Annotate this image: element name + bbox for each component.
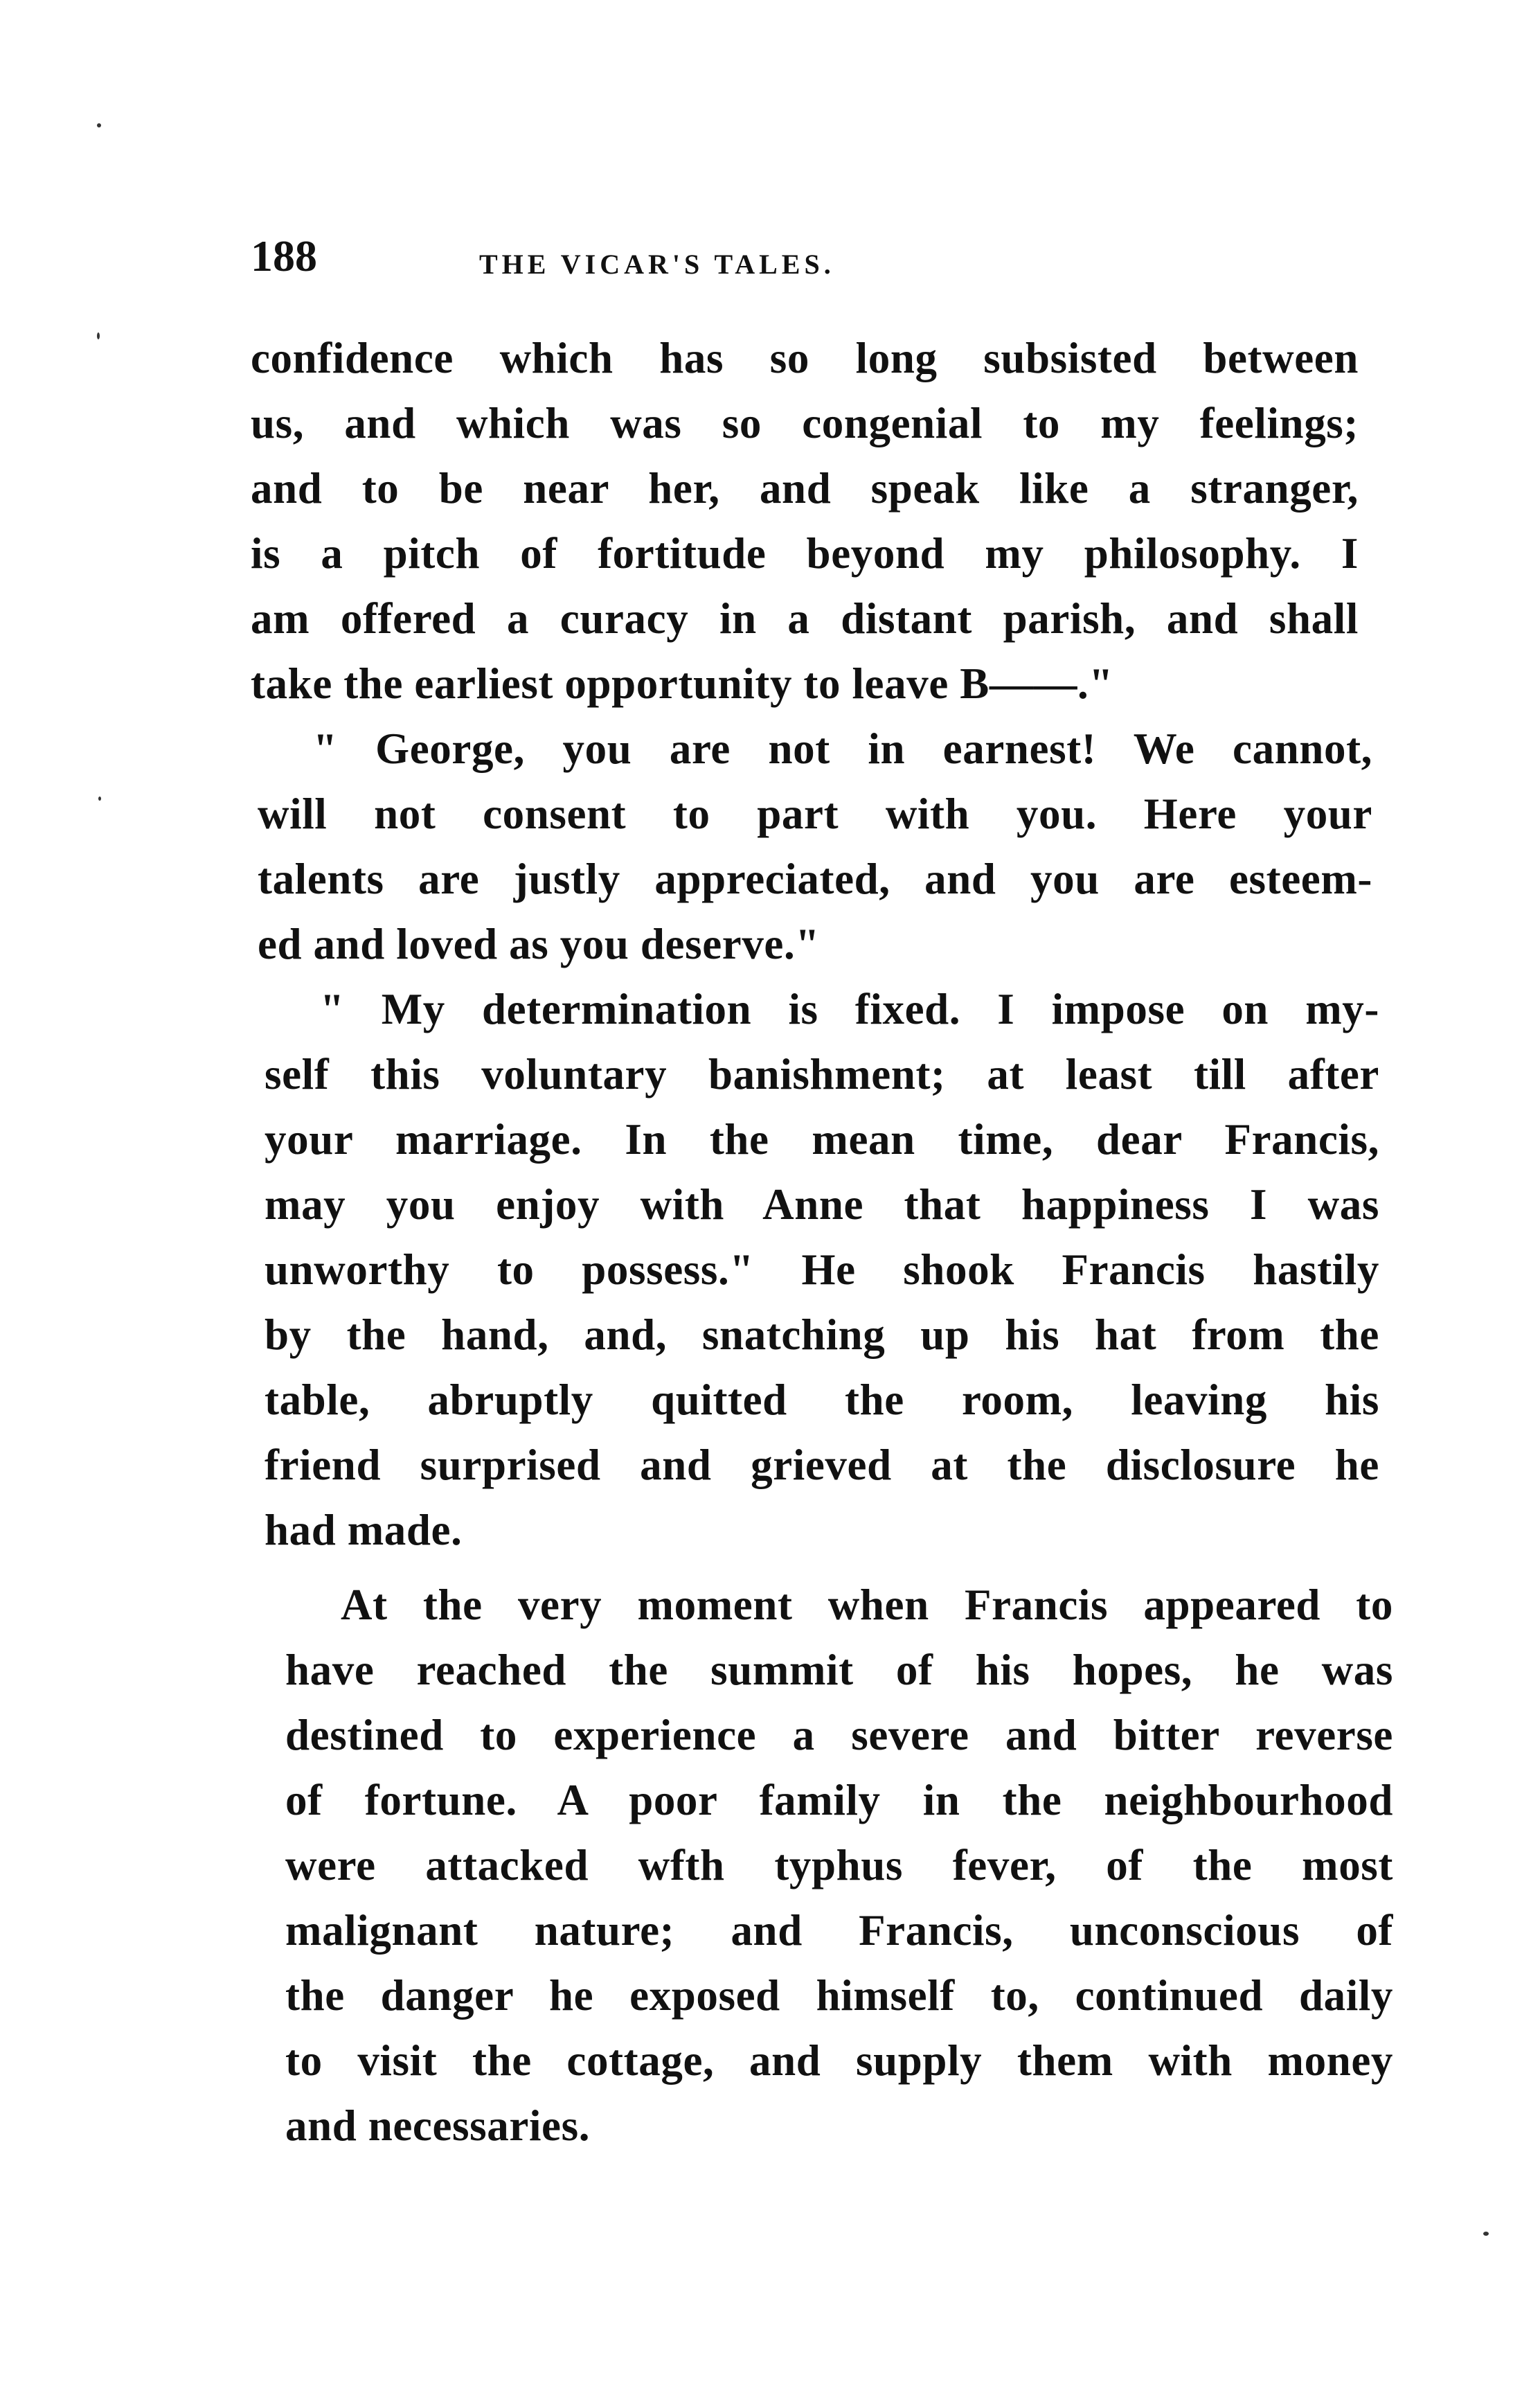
text-line: may you enjoy with Anne that happiness I was bbox=[265, 1180, 1379, 1229]
text-line: to visit the cottage, and supply them with money bbox=[285, 2036, 1393, 2085]
text-line: malignant nature; and Francis, unconscious of bbox=[285, 1906, 1393, 1955]
page-number: 188 bbox=[251, 231, 317, 281]
text-line: the danger he exposed himself to, continued daily bbox=[285, 1971, 1393, 2020]
text-line: friend surprised and grieved at the disclosure he bbox=[265, 1441, 1379, 1489]
text-line: your marriage. In the mean time, dear Francis, bbox=[265, 1115, 1379, 1164]
text-line: have reached the summit of his hopes, he was bbox=[285, 1646, 1393, 1694]
text-line: destined to experience a severe and bitter reverse bbox=[285, 1711, 1393, 1759]
running-head: THE VICAR'S TALES. bbox=[479, 249, 835, 280]
text-line: is a pitch of fortitude beyond my philosophy. I bbox=[251, 529, 1359, 578]
text-line: confidence which has so long subsisted between bbox=[251, 334, 1359, 382]
text-line: will not consent to part with you. Here your bbox=[258, 790, 1372, 838]
text-line: and necessaries. bbox=[285, 2101, 591, 2150]
text-line: and to be near her, and speak like a stranger, bbox=[251, 464, 1359, 513]
text-line: At the very moment when Francis appeared to bbox=[341, 1581, 1393, 1629]
text-line: unworthy to possess." He shook Francis hastily bbox=[265, 1245, 1379, 1294]
print-speck bbox=[97, 332, 100, 339]
text-line: talents are justly appreciated, and you are esteem- bbox=[258, 855, 1372, 903]
paragraph-2 bbox=[258, 716, 1372, 977]
text-line: " My determination is fixed. I impose on my- bbox=[320, 985, 1379, 1033]
text-line: take the earliest opportunity to leave B——." bbox=[251, 659, 1113, 708]
text-line: had made. bbox=[265, 1506, 463, 1554]
text-line: am offered a curacy in a distant parish, and shall bbox=[251, 594, 1359, 643]
paragraph-3 bbox=[265, 977, 1379, 1563]
text-line: us, and which was so congenial to my feelings; bbox=[251, 399, 1359, 447]
print-speck bbox=[1483, 2232, 1489, 2236]
text-line: by the hand, and, snatching up his hat from the bbox=[265, 1310, 1379, 1359]
print-speck bbox=[98, 797, 101, 801]
paragraph-4 bbox=[285, 1572, 1393, 2158]
print-speck bbox=[97, 123, 101, 127]
text-line: of fortune. A poor family in the neighbourhood bbox=[285, 1776, 1393, 1824]
paragraph-1 bbox=[251, 326, 1359, 716]
text-line: self this voluntary banishment; at least till after bbox=[265, 1050, 1379, 1098]
text-line: were attacked wfth typhus fever, of the most bbox=[285, 1841, 1393, 1889]
text-line: table, abruptly quitted the room, leaving his bbox=[265, 1376, 1379, 1424]
text-line: " George, you are not in earnest! We cannot, bbox=[313, 724, 1372, 773]
page-header bbox=[251, 222, 1386, 291]
text-line: ed and loved as you deserve." bbox=[258, 920, 820, 968]
